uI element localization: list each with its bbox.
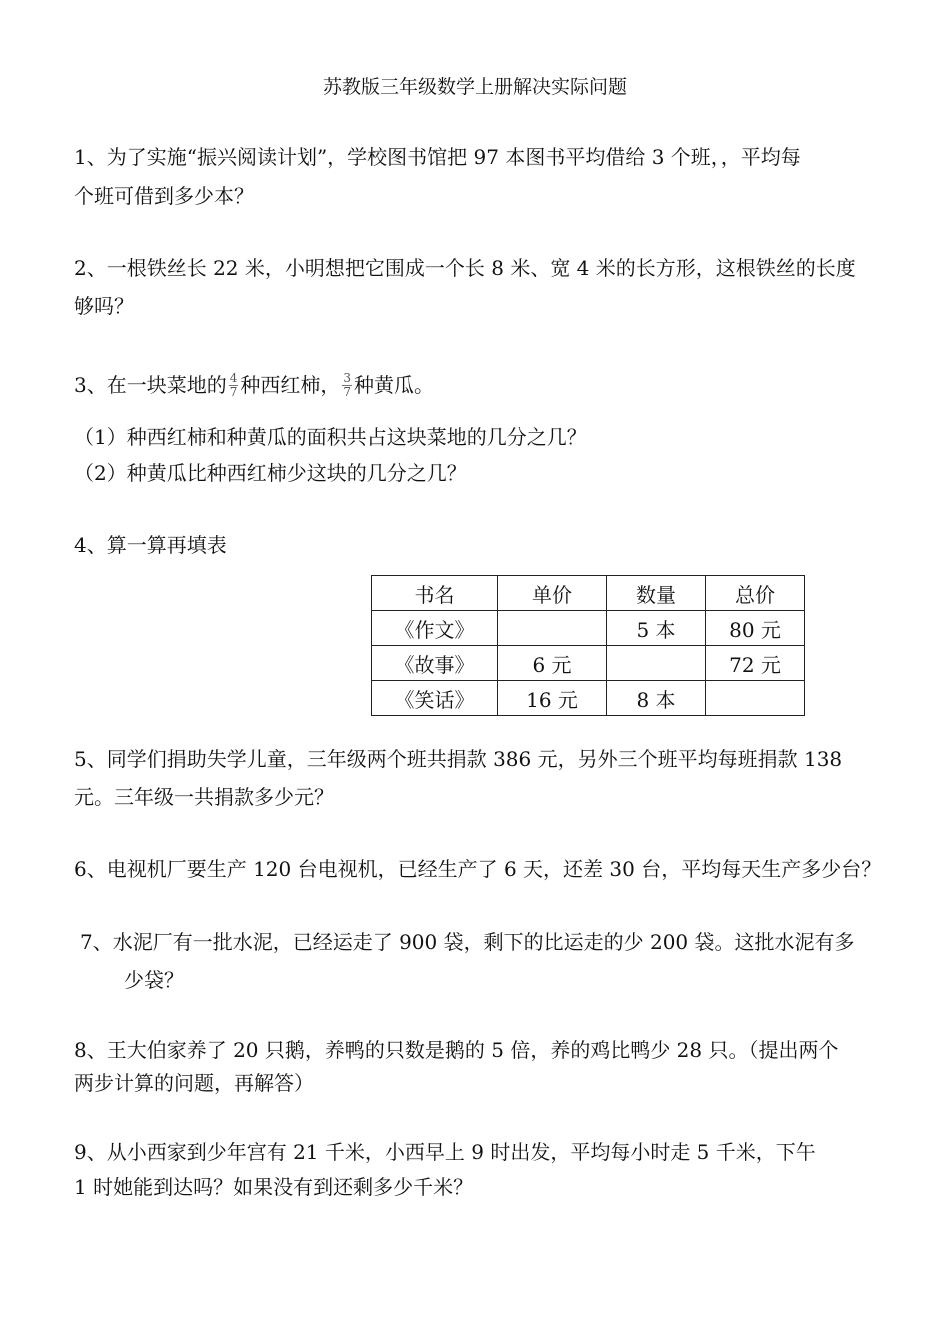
question-1-line-1: 1、为了实施“振兴阅读计划”，学校图书馆把 97 本图书平均借给 3 个班，，平均每	[74, 145, 801, 169]
fraction-1-numerator: 4	[229, 371, 238, 385]
header-total-price: 总价	[706, 576, 805, 611]
table-cell: 80 元	[706, 611, 805, 646]
question-3-line	[74, 372, 434, 400]
fraction-2-denominator: 7	[343, 385, 352, 399]
question-5-line-1: 5、同学们捐助失学儿童，三年级两个班共捐款 386 元，另外三个班平均每班捐款 138	[74, 747, 843, 771]
question-3-suffix: 种黄瓜。	[354, 373, 435, 397]
header-unit-price: 单价	[498, 576, 607, 611]
table-cell: 16 元	[498, 681, 607, 716]
table-cell: 8 本	[607, 681, 706, 716]
question-9-line-2: 1 时她能到达吗？如果没有到还剩多少千米？	[74, 1175, 474, 1199]
question-2-line-1: 2、一根铁丝长 22 米，小明想把它围成一个长 8 米、宽 4 米的长方形，这根铁丝的长度	[74, 256, 856, 280]
question-7-line-2: 少袋？	[124, 968, 184, 992]
question-3-prefix: 3、在一块菜地的	[74, 373, 227, 397]
header-quantity: 数量	[607, 576, 706, 611]
question-2-line-2: 够吗？	[74, 294, 134, 318]
table-cell: 5 本	[607, 611, 706, 646]
header-book-name: 书名	[372, 576, 498, 611]
table-cell	[498, 611, 607, 646]
question-3-sub-2: （2）种黄瓜比种西红柿少这块的几分之几？	[74, 461, 467, 485]
table-cell: 72 元	[706, 646, 805, 681]
table-cell	[706, 681, 805, 716]
question-3-middle: 种西红柿，	[240, 373, 341, 397]
question-4-text: 4、算一算再填表	[74, 533, 227, 557]
price-table	[371, 575, 805, 716]
table-cell	[607, 646, 706, 681]
question-8-line-1: 8、王大伯家养了 20 只鹅，养鸭的只数是鹅的 5 倍，养的鸡比鸭少 28 只。（提出两个	[74, 1038, 839, 1062]
question-9-line-1: 9、从小西家到少年宫有 21 千米，小西早上 9 时出发，平均每小时走 5 千米，下午	[74, 1140, 816, 1164]
question-3-sub-1: （1）种西红柿和种黄瓜的面积共占这块菜地的几分之几？	[74, 425, 587, 449]
fraction-three-sevenths	[342, 372, 352, 399]
table-cell: 6 元	[498, 646, 607, 681]
fraction-1-denominator: 7	[229, 385, 238, 399]
table-row	[372, 646, 805, 681]
question-5-line-2: 元。三年级一共捐款多少元？	[74, 785, 334, 809]
question-6-line-1: 6、电视机厂要生产 120 台电视机，已经生产了 6 天，还差 30 台，平均每天生产多少台？	[74, 857, 882, 881]
table-row	[372, 681, 805, 716]
fraction-four-sevenths	[229, 372, 239, 399]
table-row	[372, 611, 805, 646]
table-cell: 《故事》	[372, 646, 498, 681]
question-1-line-2: 个班可借到多少本？	[74, 184, 254, 208]
question-7-line-1: 7、水泥厂有一批水泥，已经运走了 900 袋，剩下的比运走的少 200 袋。这批水泥有多	[80, 930, 855, 954]
fraction-2-numerator: 3	[343, 371, 352, 385]
table-cell: 《作文》	[372, 611, 498, 646]
table-cell: 《笑话》	[372, 681, 498, 716]
question-8-line-2: 两步计算的问题，再解答）	[74, 1071, 314, 1095]
page-title: 苏教版三年级数学上册解决实际问题	[322, 76, 627, 98]
table-header-row	[372, 576, 805, 611]
